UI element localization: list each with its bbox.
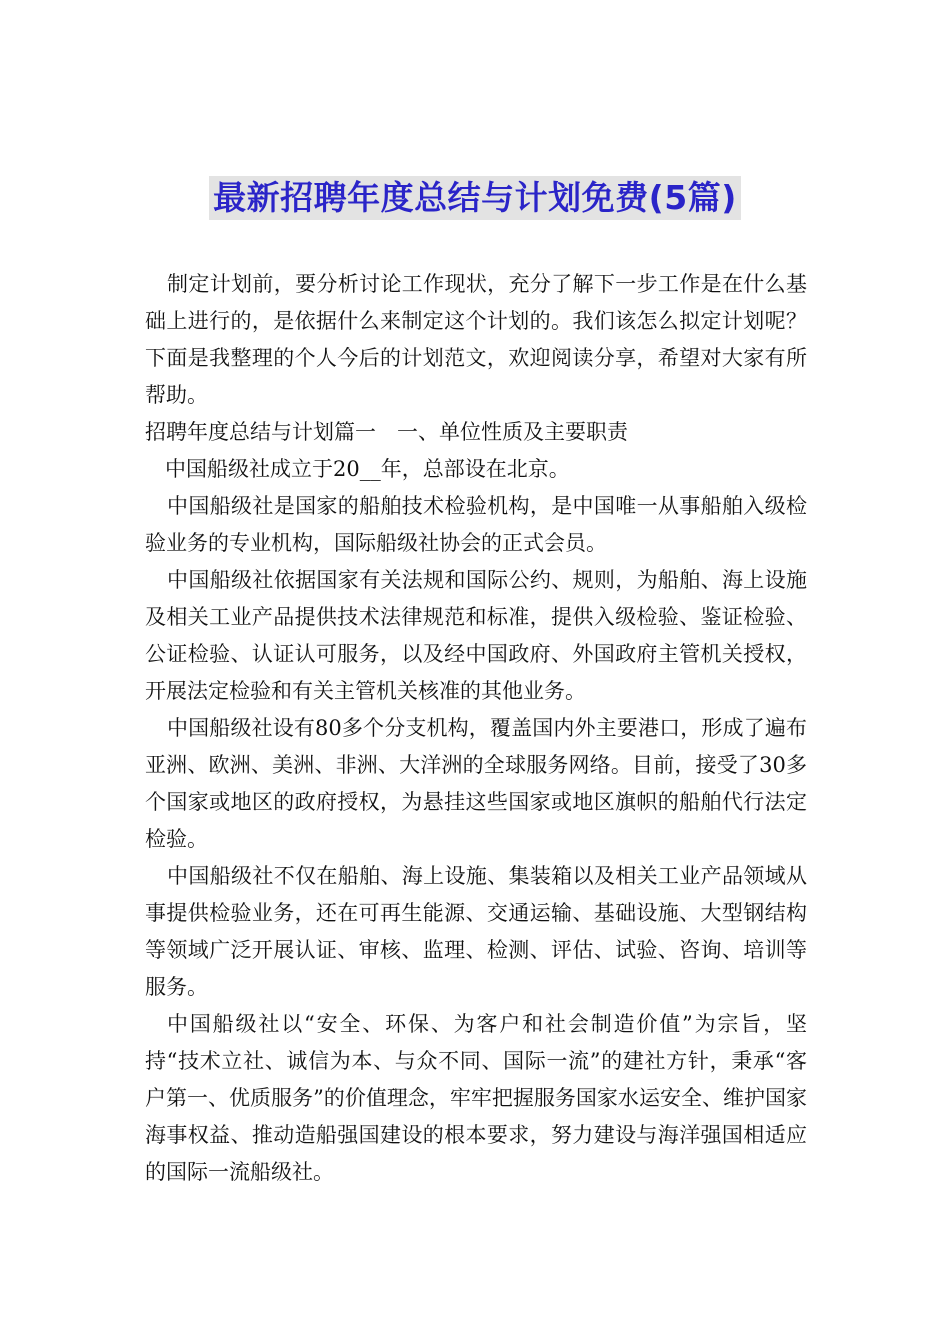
- body-paragraph: 中国船级社不仅在船舶、海上设施、集装箱以及相关工业产品领域从事提供检验业务，还在可再生能源、交通运输、基础设施、大型钢结构等领域广泛开展认证、审核、监理、检测、评估、试验、咨询、培训等服务。: [145, 864, 807, 999]
- title-container: [0, 176, 950, 220]
- body-paragraph: 中国船级社设有80多个分支机构，覆盖国内外主要港口，形成了遍布亚洲、欧洲、美洲、非洲、大洋洲的全球服务网络。目前，接受了30多个国家或地区的政府授权，为悬挂这些国家或地区旗帜的船舶代行法定检验。: [145, 716, 807, 851]
- body-paragraph: 中国船级社以“安全、环保、为客户和社会制造价值”为宗旨，坚持“技术立社、诚信为本、与众不同、国际一流”的建社方针，秉承“客户第一、优质服务”的价值理念，牢牢把握服务国家水运安全、维护国家海事权益、推动造船强国建设的根本要求，努力建设与海洋强国相适应的国际一流船级社。: [145, 1012, 807, 1184]
- body-paragraph: 中国船级社依据国家有关法规和国际公约、规则，为船舶、海上设施及相关工业产品提供技术法律规范和标准，提供入级检验、鉴证检验、公证检验、认证认可服务，以及经中国政府、外国政府主管机关授权，开展法定检验和有关主管机关核准的其他业务。: [145, 568, 807, 703]
- section-heading: 招聘年度总结与计划篇一 一、单位性质及主要职责: [145, 420, 628, 444]
- document-title: 最新招聘年度总结与计划免费(5篇): [209, 176, 741, 220]
- intro-paragraph: 制定计划前，要分析讨论工作现状，充分了解下一步工作是在什么基础上进行的，是依据什么来制定这个计划的。我们该怎么拟定计划呢？下面是我整理的个人今后的计划范文，欢迎阅读分享，希望对大家有所帮助。: [145, 272, 807, 407]
- document-body: [145, 266, 807, 1191]
- body-paragraph: 中国船级社是国家的船舶技术检验机构，是中国唯一从事船舶入级检验业务的专业机构，国际船级社协会的正式会员。: [145, 494, 807, 555]
- body-paragraph: 中国船级社成立于20__年，总部设在北京。: [165, 457, 570, 481]
